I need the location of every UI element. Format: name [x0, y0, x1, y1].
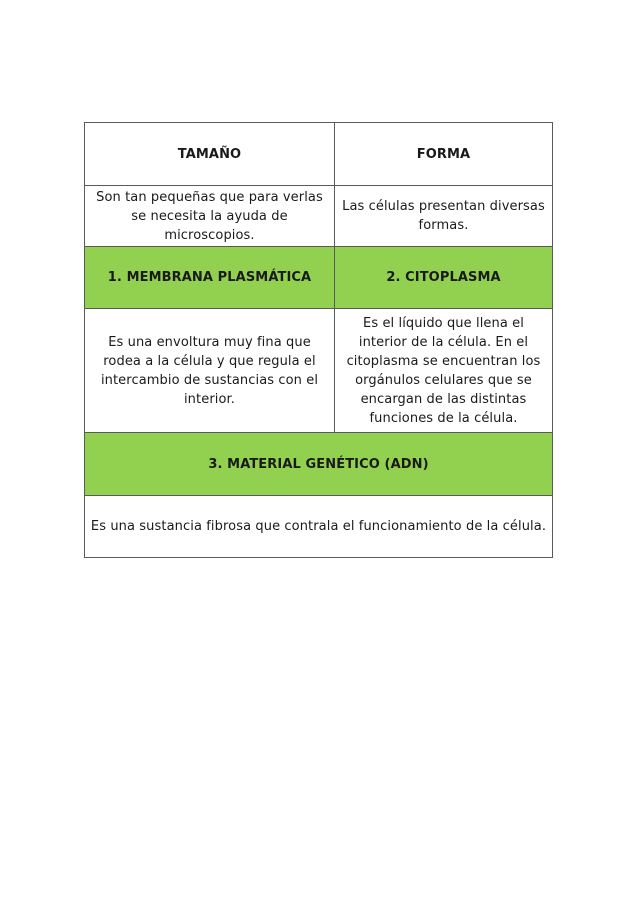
- cell-parts-table: [84, 122, 553, 558]
- cytoplasm-title: 2. CITOPLASMA: [335, 247, 553, 309]
- shape-description: Las células presentan diversas formas.: [335, 186, 553, 247]
- shape-header: FORMA: [335, 123, 553, 186]
- section-title-row: [85, 247, 553, 309]
- description-row: [85, 186, 553, 247]
- header-row: [85, 123, 553, 186]
- genetic-text-row: [85, 496, 553, 558]
- size-description: Son tan pequeñas que para verlas se necesita la ayuda de microscopios.: [85, 186, 335, 247]
- genetic-title-row: [85, 433, 553, 496]
- cytoplasm-text: Es el líquido que llena el interior de la célula. En el citoplasma se encuentran los orgánulos celulares que se encargan de las distintas funciones de la célula.: [335, 309, 553, 433]
- size-header: TAMAÑO: [85, 123, 335, 186]
- genetic-material-text: Es una sustancia fibrosa que contrala el funcionamiento de la célula.: [85, 496, 553, 558]
- membrane-text: Es una envoltura muy fina que rodea a la célula y que regula el intercambio de sustancias con el interior.: [85, 309, 335, 433]
- membrane-title: 1. MEMBRANA PLASMÁTICA: [85, 247, 335, 309]
- genetic-material-title: 3. MATERIAL GENÉTICO (ADN): [85, 433, 553, 496]
- section-text-row: [85, 309, 553, 433]
